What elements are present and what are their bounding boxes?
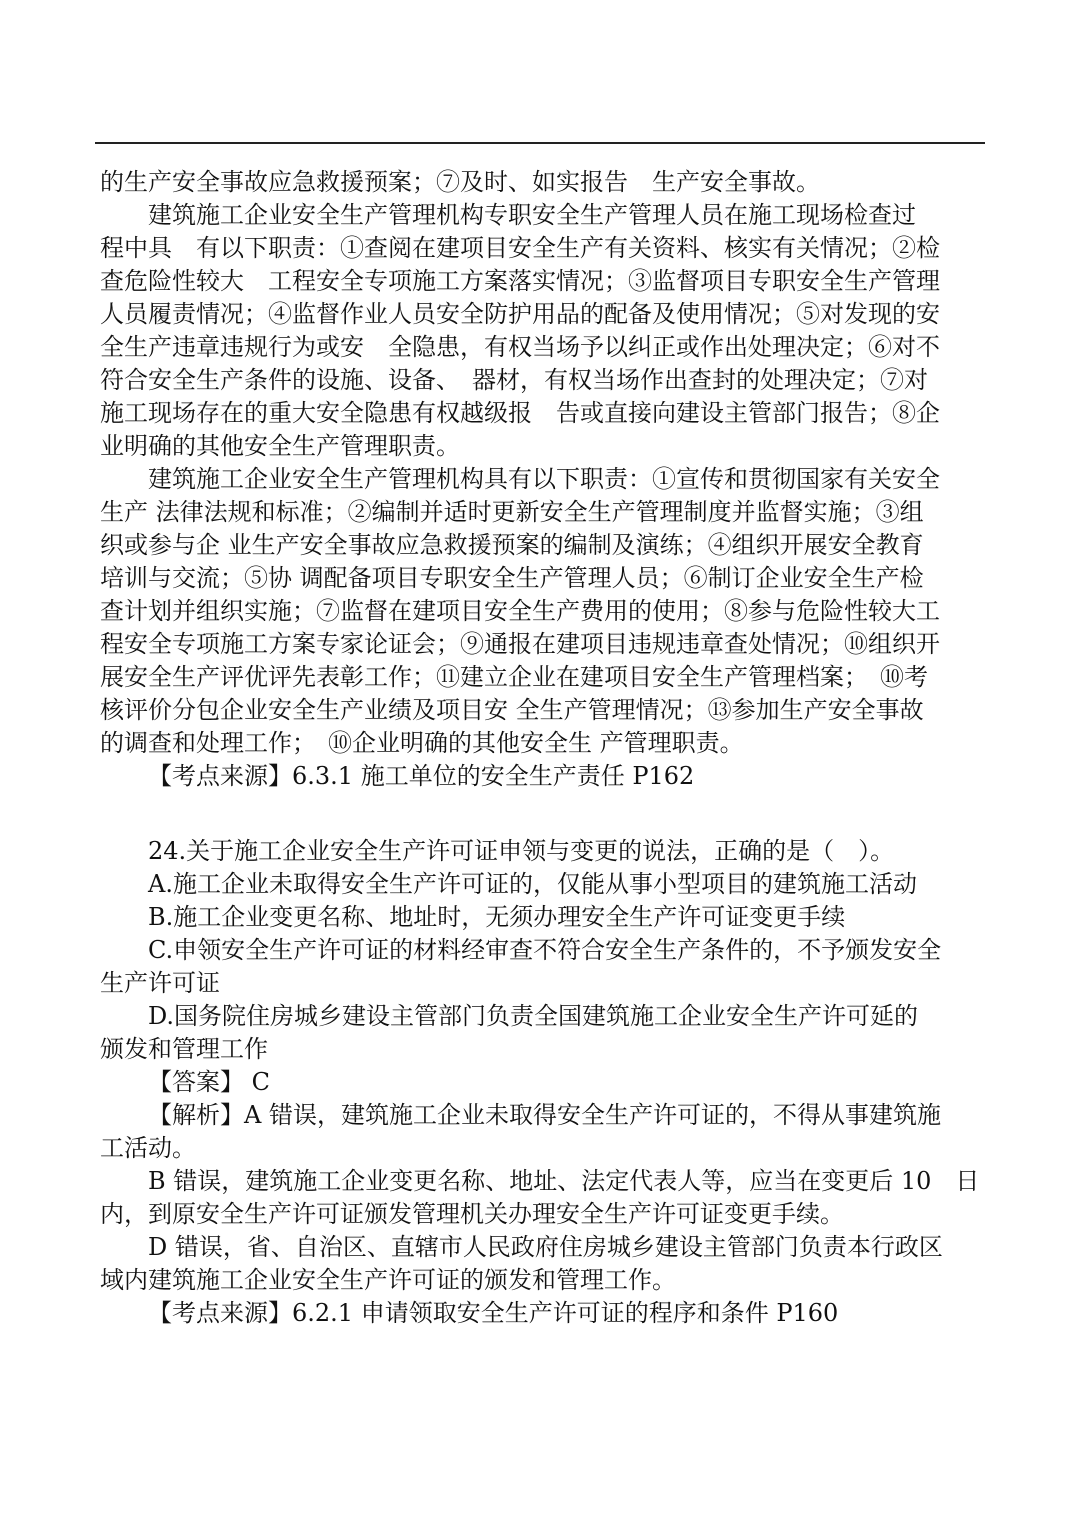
source-reference: 【考点来源】6.2.1 申请领取安全生产许可证的程序和条件 P160: [148, 1299, 839, 1327]
option-c-continued: 生产许可证: [100, 969, 220, 997]
question-block: [100, 835, 980, 1330]
option-b: B.施工企业变更名称、地址时，无须办理安全生产许可证变更手续: [148, 903, 846, 931]
text-line: 业明确的其他安全生产管理职责。: [100, 432, 460, 460]
paragraph-management-agency-duties: [100, 463, 980, 760]
option-c: C.申领安全生产许可证的材料经审查不符合安全生产条件的，不予颁发安全: [148, 936, 942, 964]
analysis-b-continued: 内，到原安全生产许可证颁发管理机关办理安全生产许可证变更手续。: [100, 1200, 844, 1228]
text-line: 的调查和处理工作； ⑩企业明确的其他安全生 产管理职责。: [100, 729, 744, 757]
option-d-continued: 颁发和管理工作: [100, 1035, 268, 1063]
text-line: 查计划并组织实施；⑦监督在建项目安全生产费用的使用；⑧参与危险性较大工: [100, 597, 940, 625]
text-line: 全生产违章违规行为或安 全隐患，有权当场予以纠正或作出处理决定；⑥对不: [100, 333, 940, 361]
question-stem: 24.关于施工企业安全生产许可证申领与变更的说法，正确的是（ ）。: [148, 837, 895, 865]
text-line: 程安全专项施工方案专家论证会；⑨通报在建项目违规违章查处情况；⑩组织开: [100, 630, 940, 658]
text-line: 查危险性较大 工程安全专项施工方案落实情况；③监督项目专职安全生产管理: [100, 267, 940, 295]
text-line: 程中具 有以下职责：①查阅在建项目安全生产有关资料、核实有关情况；②检: [100, 234, 940, 262]
option-d: D.国务院住房城乡建设主管部门负责全国建筑施工企业安全生产许可延的: [148, 1002, 919, 1030]
paragraph-site-inspector-duties: [100, 199, 980, 463]
option-a: A.施工企业未取得安全生产许可证的，仅能从事小型项目的建筑施工活动: [148, 870, 917, 898]
text-line: 培训与交流；⑤协 调配备项目专职安全生产管理人员；⑥制订企业安全生产检: [100, 564, 924, 592]
analysis-d: D 错误，省、自治区、直辖市人民政府住房城乡建设主管部门负责本行政区: [148, 1233, 943, 1261]
source-reference: 【考点来源】6.3.1 施工单位的安全生产责任 P162: [148, 762, 695, 790]
text-line: 符合安全生产条件的设施、设备、 器材，有权当场作出查封的处理决定；⑦对: [100, 366, 928, 394]
text-line: 展安全生产评优评先表彰工作；⑪建立企业在建项目安全生产管理档案； ⑩考: [100, 663, 928, 691]
text-line: 生产 法律法规和标准；②编制并适时更新安全生产管理制度并监督实施；③组: [100, 498, 924, 526]
document-body: [100, 166, 980, 1330]
text-line: 施工现场存在的重大安全隐患有权越级报 告或直接向建设主管部门报告；⑧企: [100, 399, 940, 427]
analysis-d-continued: 域内建筑施工企业安全生产许可证的颁发和管理工作。: [100, 1266, 676, 1294]
text-line: 核评价分包企业安全生产业绩及项目安 全生产管理情况；⑬参加生产安全事故: [100, 696, 924, 724]
text-line: 织或参与企 业生产安全事故应急救援预案的编制及演练；④组织开展安全教育: [100, 531, 924, 559]
text-line: 建筑施工企业安全生产管理机构具有以下职责：①宣传和贯彻国家有关安全: [148, 465, 940, 493]
analysis-a: 【解析】A 错误，建筑施工企业未取得安全生产许可证的，不得从事建筑施: [148, 1101, 941, 1129]
analysis-a-continued: 工活动。: [100, 1134, 196, 1162]
text-line: 的生产安全事故应急救援预案；⑦及时、如实报告 生产安全事故。: [100, 168, 820, 196]
text-line: 建筑施工企业安全生产管理机构专职安全生产管理人员在施工现场检查过: [148, 201, 916, 229]
paragraph-gap: [100, 793, 980, 835]
analysis-b: B 错误，建筑施工企业变更名称、地址、法定代表人等，应当在变更后 10 日: [148, 1167, 980, 1195]
text-line: 人员履责情况；④监督作业人员安全防护用品的配备及使用情况；⑤对发现的安: [100, 300, 940, 328]
header-divider: [95, 142, 985, 144]
paragraph-continuation: [100, 166, 980, 199]
answer: 【答案】 C: [148, 1068, 270, 1096]
